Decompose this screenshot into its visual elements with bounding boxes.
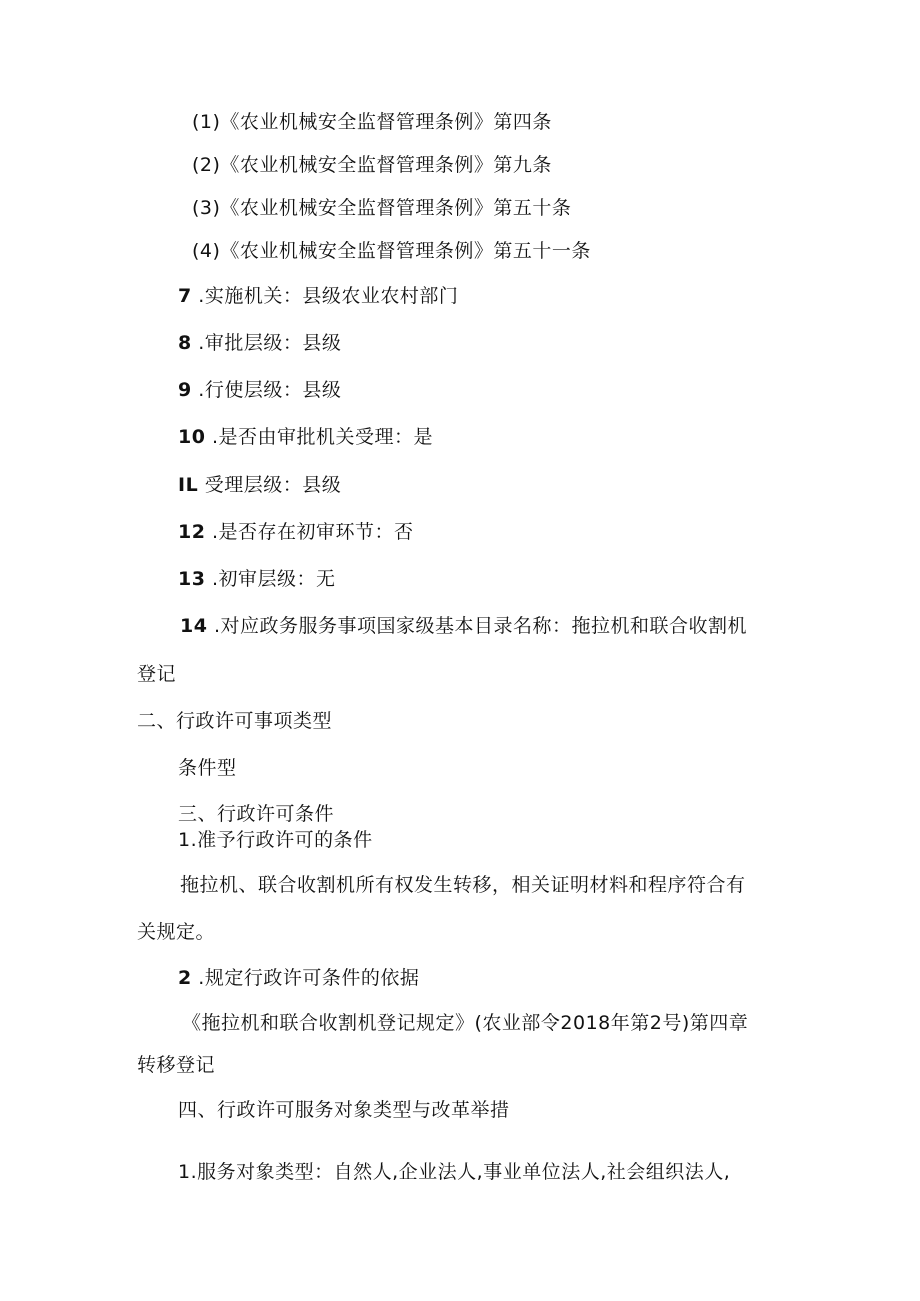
section-3-item-1-body-line-1: 拖拉机、联合收割机所有权发生转移，相关证明材料和程序符合有	[180, 874, 746, 896]
basis-item-1: (1)《农业机械安全监督管理条例》第四条	[192, 111, 552, 133]
field-9	[178, 378, 341, 402]
field-text: .是否存在初审环节：否	[212, 521, 414, 543]
section-3-item-1-title: 1.准予行政许可的条件	[178, 829, 373, 851]
field-number: 14	[180, 615, 208, 637]
field-12	[178, 520, 414, 544]
field-8	[178, 331, 341, 355]
item-title: .规定行政许可条件的依据	[198, 967, 420, 989]
field-11	[178, 473, 341, 497]
section-4-item-1: 1.服务对象类型：自然人,企业法人,事业单位法人,社会组织法人,	[178, 1161, 731, 1183]
field-number: 12	[178, 521, 206, 543]
item-number: 2	[178, 967, 192, 989]
basis-item-3: (3)《农业机械安全监督管理条例》第五十条	[192, 197, 572, 219]
field-10	[178, 425, 433, 449]
field-number: 8	[178, 332, 192, 354]
field-text: .实施机关：县级农业农村部门	[198, 285, 459, 307]
field-text: .是否由审批机关受理：是	[212, 426, 434, 448]
section-4-title: 四、行政许可服务对象类型与改革举措	[178, 1099, 510, 1121]
field-number: 13	[178, 568, 206, 590]
field-text: .行使层级：县级	[198, 379, 342, 401]
field-text: .初审层级：无	[212, 568, 336, 590]
section-3-title: 三、行政许可条件	[178, 803, 335, 825]
field-text: .审批层级：县级	[198, 332, 342, 354]
field-number: IL	[178, 474, 199, 496]
section-3-item-2	[178, 966, 419, 990]
section-2-title: 二、行政许可事项类型	[137, 710, 333, 732]
field-14	[180, 614, 747, 638]
section-3-item-1-body-line-2: 关规定。	[137, 921, 216, 943]
field-text: 受理层级：县级	[204, 474, 342, 496]
field-number: 10	[178, 426, 206, 448]
section-2-body: 条件型	[178, 757, 237, 779]
basis-item-2: (2)《农业机械安全监督管理条例》第九条	[192, 154, 552, 176]
section-3-item-2-body-line-1: 《拖拉机和联合收割机登记规定》(农业部令2018年第2号)第四章	[182, 1012, 749, 1034]
field-number: 7	[178, 285, 192, 307]
field-text: .对应政务服务事项国家级基本目录名称：拖拉机和联合收割机	[214, 615, 748, 637]
field-7	[178, 284, 458, 308]
field-14-continuation: 登记	[137, 663, 177, 685]
field-13	[178, 567, 336, 591]
basis-item-4: (4)《农业机械安全监督管理条例》第五十一条	[192, 240, 591, 262]
section-3-item-2-body-line-2: 转移登记	[137, 1054, 216, 1076]
field-number: 9	[178, 379, 192, 401]
